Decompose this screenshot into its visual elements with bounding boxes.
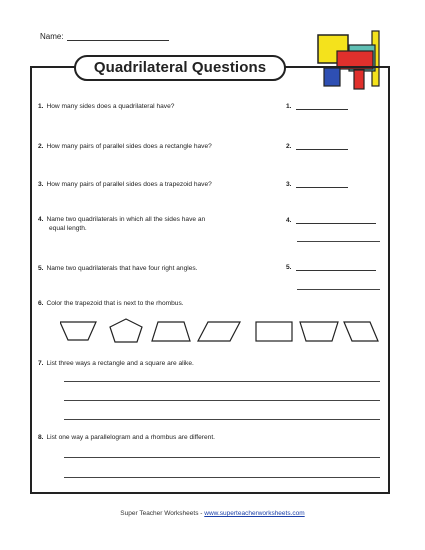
name-field-row bbox=[40, 32, 169, 41]
question-5 bbox=[38, 264, 198, 273]
answer-number: 1. bbox=[286, 103, 292, 110]
answer-line-extra[interactable] bbox=[297, 241, 380, 242]
answer-line[interactable] bbox=[64, 457, 380, 458]
question-number: 3. bbox=[38, 181, 44, 188]
name-input-line[interactable] bbox=[67, 32, 169, 41]
page-title: Quadrilateral Questions bbox=[74, 55, 286, 81]
footer-link[interactable]: www.superteacherworksheets.com bbox=[204, 510, 305, 517]
question-text: Color the trapezoid that is next to the rhombus. bbox=[46, 300, 184, 307]
rectangle-shape bbox=[256, 322, 292, 341]
answer-line-extra[interactable] bbox=[297, 289, 380, 290]
question-text: How many sides does a quadrilateral have? bbox=[46, 103, 175, 110]
answer-5 bbox=[286, 264, 376, 271]
answer-line[interactable] bbox=[296, 143, 348, 150]
answer-2 bbox=[286, 143, 348, 150]
question-number: 8. bbox=[38, 434, 44, 441]
page-footer bbox=[0, 510, 425, 517]
question-3 bbox=[38, 180, 212, 189]
question-number: 5. bbox=[38, 265, 44, 272]
question-number: 6. bbox=[38, 300, 44, 307]
question-2 bbox=[38, 142, 212, 151]
question-number: 2. bbox=[38, 143, 44, 150]
answer-number: 5. bbox=[286, 264, 292, 271]
answer-line[interactable] bbox=[296, 181, 348, 188]
question-text: List three ways a rectangle and a square are alike. bbox=[46, 360, 194, 367]
trapezoid-shape bbox=[60, 322, 96, 340]
answer-number: 2. bbox=[286, 143, 292, 150]
answer-number: 4. bbox=[286, 217, 292, 224]
question-6 bbox=[38, 299, 184, 308]
question-text: How many pairs of parallel sides does a rectangle have? bbox=[46, 143, 212, 150]
question-1 bbox=[38, 102, 174, 111]
answer-line[interactable] bbox=[296, 103, 348, 110]
name-label: Name: bbox=[40, 32, 64, 41]
answer-line[interactable] bbox=[64, 381, 380, 382]
parallelogram-shape bbox=[198, 322, 240, 341]
question-text: List one way a parallelogram and a rhombus are different. bbox=[46, 434, 215, 441]
answer-line[interactable] bbox=[64, 477, 380, 478]
answer-3 bbox=[286, 181, 348, 188]
answer-line[interactable] bbox=[296, 264, 376, 271]
pentagon-shape bbox=[110, 319, 142, 342]
question-text: Name two quadrilaterals in which all the sides have an bbox=[46, 216, 206, 223]
question-7 bbox=[38, 359, 194, 368]
question-number: 1. bbox=[38, 103, 44, 110]
question-8 bbox=[38, 433, 215, 442]
answer-line[interactable] bbox=[64, 400, 380, 401]
question-text: How many pairs of parallel sides does a trapezoid have? bbox=[46, 181, 212, 188]
footer-site-name: Super Teacher Worksheets - bbox=[120, 510, 205, 517]
answer-line[interactable] bbox=[64, 419, 380, 420]
trapezoid-shape bbox=[300, 322, 338, 341]
trapezoid-shape bbox=[152, 322, 190, 341]
answer-line[interactable] bbox=[296, 217, 376, 224]
question-text-continued: equal length. bbox=[49, 225, 87, 232]
question-number: 4. bbox=[38, 216, 44, 223]
worksheet-frame bbox=[30, 66, 390, 494]
question-text: Name two quadrilaterals that have four right angles. bbox=[46, 265, 198, 272]
question-4 bbox=[38, 215, 205, 233]
answer-1 bbox=[286, 103, 348, 110]
answer-4 bbox=[286, 217, 376, 224]
parallelogram-shape bbox=[344, 322, 378, 341]
answer-number: 3. bbox=[286, 181, 292, 188]
question-number: 7. bbox=[38, 360, 44, 367]
shape-row bbox=[60, 318, 380, 344]
